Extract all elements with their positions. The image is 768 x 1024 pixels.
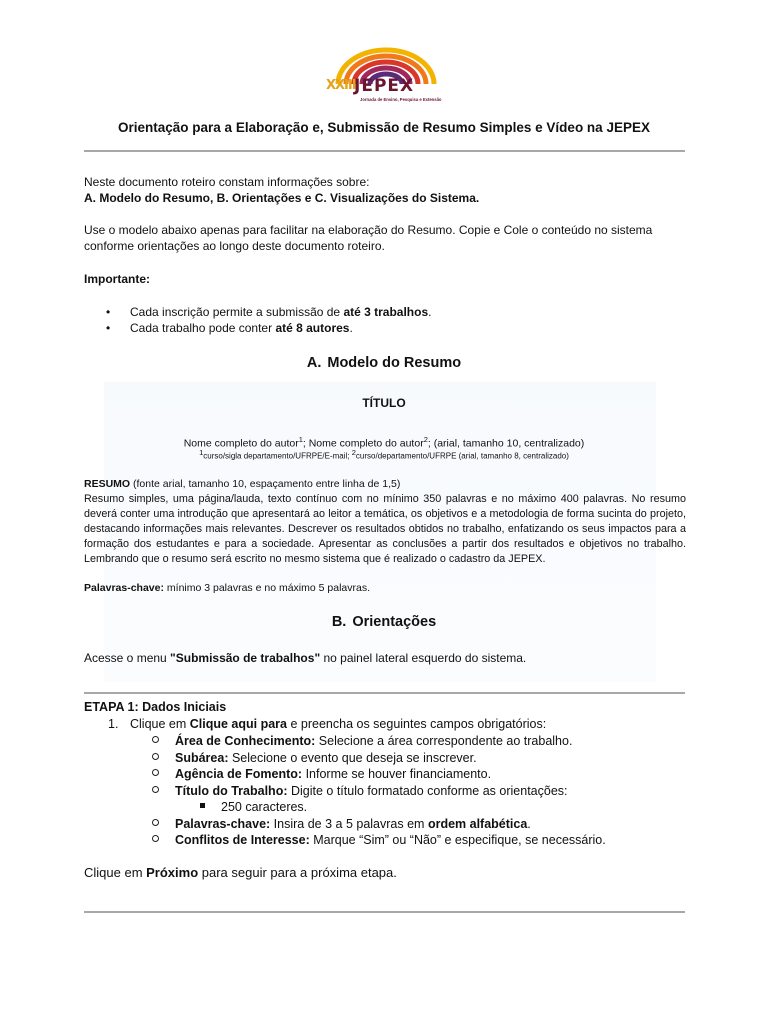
etapa-step: 1. Clique em Clique aqui para e preencha os seguintes campos obrigatórios:: [108, 717, 547, 731]
logo-edition: XXIII: [326, 78, 356, 93]
keywords-line: Palavras-chave: mínimo 3 palavras e no máximo 5 palavras.: [84, 582, 370, 594]
list-item: Título do Trabalho: Digite o título formatado conforme as orientações:: [152, 783, 606, 800]
list-item: Palavras-chave: Insira de 3 a 5 palavras em ordem alfabética.: [152, 816, 606, 833]
use-line-2: conforme orientações ao longo deste documento roteiro.: [84, 239, 385, 253]
resumo-body: Resumo simples, uma página/lauda, texto contínuo com no mínimo 350 palavras e no máximo 400 palavras. No resumo deverá conter uma introdução que apresentará ao leitor a temática, os objetivos e a metodologia de forma sucinta do projeto, destacando informações mais relevantes. Descrever os resultados obtidos no trabalho, enfatizando os seus impactos para a formação dos estudantes e para a sociedade. Apresentar as conclusões a partir dos resultados e objetivos no trabalho. Lembrando que o resumo será escrito no mesmo sistema que é realizado o cadastro da JEPEX.: [84, 493, 686, 565]
circle-bullet-icon: [152, 736, 159, 743]
circle-bullet-icon: [152, 786, 159, 793]
logo-tagline: Jornada de Ensino, Pesquisa e Extensão: [360, 97, 442, 102]
model-authors: Nome completo do autor$^1$; Nome completo do autor$^2$; (arial, tamanho 10, centralizado): [183, 435, 585, 450]
next-instruction: Clique em Próximo para seguir para a próxima etapa.: [84, 865, 397, 880]
list-item: • Cada inscrição permite a submissão de até 3 trabalhos.: [106, 305, 432, 319]
list-item: Agência de Fomento: Informe se houver financiamento.: [152, 766, 606, 783]
model-affiliations: $^1$curso/sigla departamento/UFRPE/E-mail; $^2$curso/departamento/UFRPE (arial, tamanho 8, centralizado): [199, 448, 569, 461]
circle-bullet-icon: [152, 769, 159, 776]
circle-bullet-icon: [152, 835, 159, 842]
etapa-title: ETAPA 1: Dados Iniciais: [84, 700, 227, 714]
intro-line-2: A. Modelo do Resumo, B. Orientações e C. Visualizações do Sistema.: [84, 191, 480, 205]
resumo-header: RESUMO (fonte arial, tamanho 10, espaçamento entre linha de 1,5): [84, 478, 401, 490]
document-title: Orientação para a Elaboração e, Submissão de Resumo Simples e Vídeo na JEPEX: [118, 120, 650, 135]
circle-bullet-icon: [152, 753, 159, 760]
title-divider: [84, 150, 685, 152]
list-item: Conflitos de Interesse: Marque “Sim” ou “Não” e especifique, se necessário.: [152, 832, 606, 849]
intro-line-1: Neste documento roteiro constam informações sobre:: [84, 175, 370, 189]
etapa-divider: [84, 692, 685, 694]
square-bullet-icon: [200, 803, 205, 808]
list-item: Área de Conhecimento: Selecione a área correspondente ao trabalho.: [152, 733, 606, 750]
use-line-1: Use o modelo abaixo apenas para facilitar na elaboração do Resumo. Copie e Cole o conteúdo no sistema: [84, 223, 653, 237]
section-b-heading: B. Orientações: [331, 614, 437, 630]
model-title: TÍTULO: [362, 396, 406, 410]
logo-name: JEPEX: [354, 76, 415, 96]
list-item: 250 caracteres.: [152, 799, 606, 816]
section-a-heading: A. Modelo do Resumo: [306, 355, 462, 371]
bullet-icon: •: [106, 305, 111, 319]
list-item: Subárea: Selecione o evento que deseja se inscrever.: [152, 750, 606, 767]
jepex-logo: [324, 46, 448, 108]
access-instruction: Acesse o menu "Submissão de trabalhos" no painel lateral esquerdo do sistema.: [84, 651, 527, 665]
circle-bullet-icon: [152, 819, 159, 826]
bottom-divider: [84, 911, 685, 913]
bullet-icon: •: [106, 321, 111, 335]
list-item: • Cada trabalho pode conter até 8 autores.: [106, 321, 353, 335]
important-list: [106, 304, 606, 336]
required-fields-list: [152, 733, 606, 849]
important-label: Importante:: [84, 272, 150, 286]
